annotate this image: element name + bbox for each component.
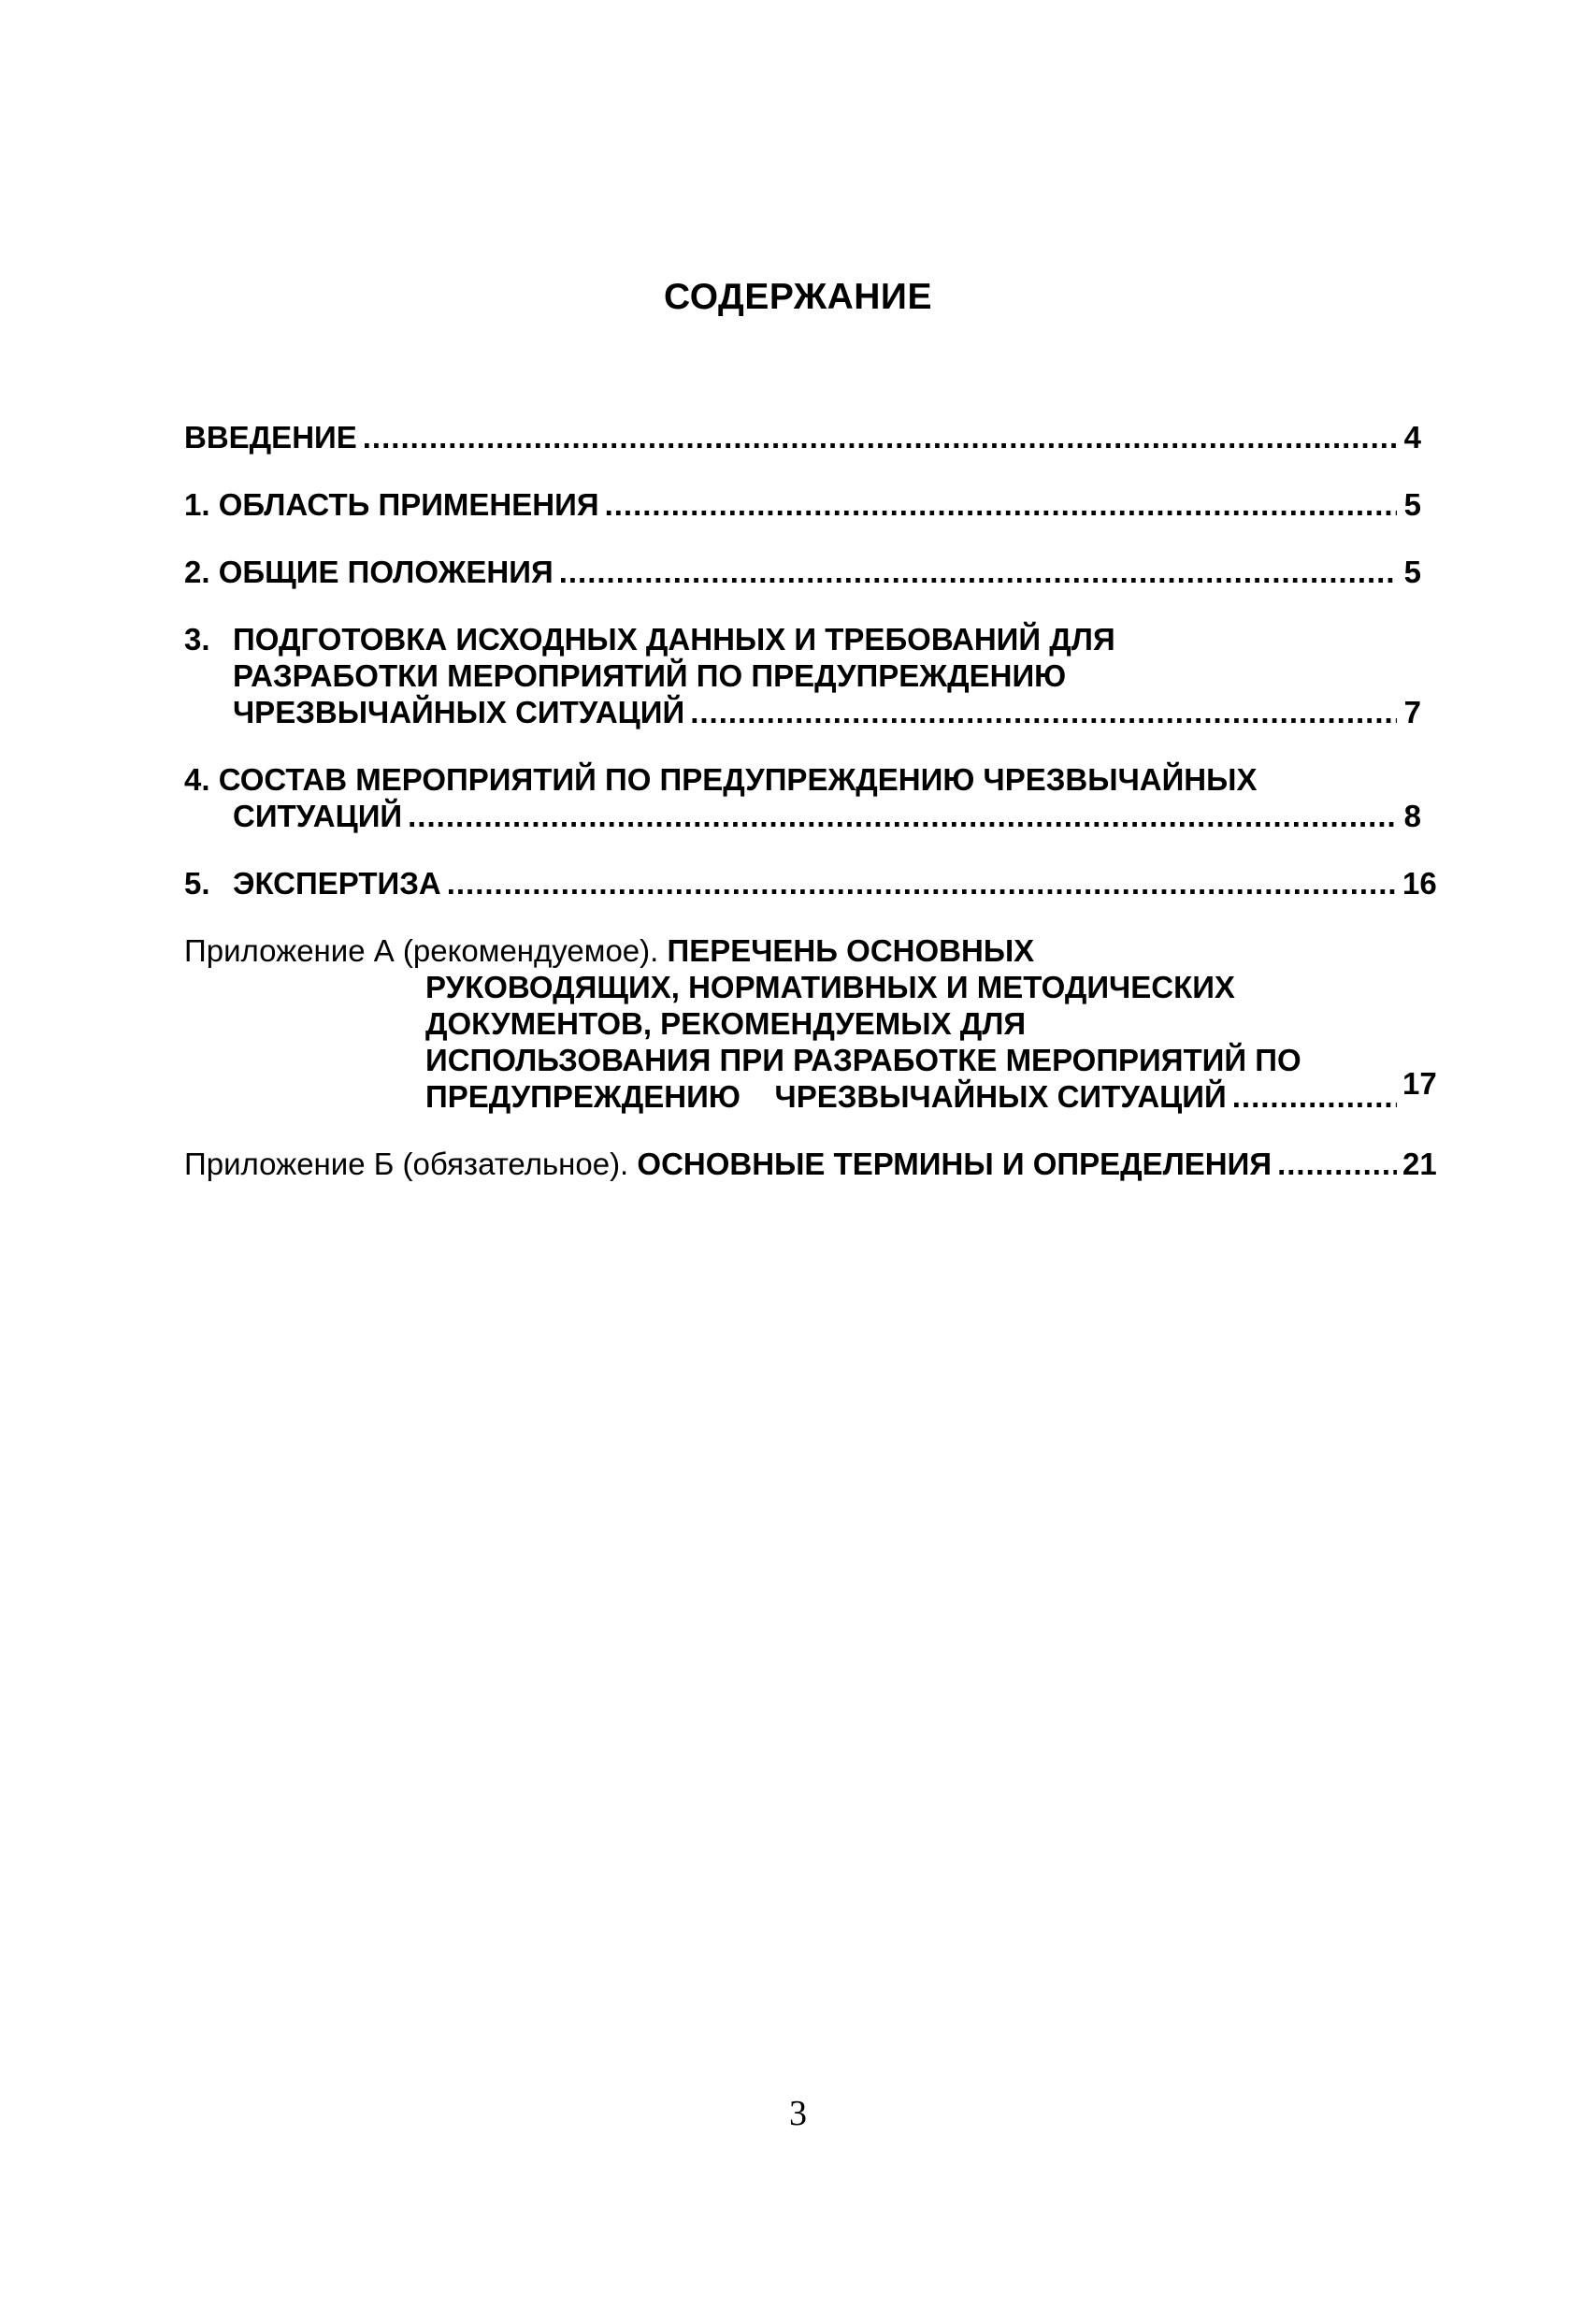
toc-page-number: 4 bbox=[1403, 420, 1421, 454]
toc-entry-label-line: ПЕРЕЧЕНЬ ОСНОВНЫХ bbox=[667, 933, 1035, 968]
appendix-prefix: Приложение Б (обязательное). bbox=[184, 1147, 629, 1181]
toc-page-number: 17 bbox=[1402, 1066, 1437, 1101]
toc-page-number: 8 bbox=[1403, 799, 1421, 833]
toc-entry-label: ВВЕДЕНИЕ bbox=[184, 420, 357, 454]
dot-leader bbox=[447, 865, 1397, 902]
toc-entry-section-1[interactable] bbox=[184, 486, 1421, 523]
toc-entry-label-line: СОСТАВ МЕРОПРИЯТИЙ ПО ПРЕДУПРЕЖДЕНИЮ ЧРЕЗВЫЧАЙНЫХ bbox=[218, 762, 1258, 797]
toc-entry-label-line: ПОДГОТОВКА ИСХОДНЫХ ДАННЫХ И ТРЕБОВАНИЙ ДЛЯ bbox=[233, 622, 1115, 656]
dot-leader bbox=[1277, 1146, 1397, 1182]
page-title: СОДЕРЖАНИЕ bbox=[664, 277, 932, 317]
toc-entry-label: ОБЩИЕ ПОЛОЖЕНИЯ bbox=[218, 555, 554, 589]
toc-page-number: 7 bbox=[1403, 695, 1421, 729]
appendix-prefix: Приложение А (рекомендуемое). bbox=[184, 933, 659, 968]
toc-page-number: 5 bbox=[1403, 487, 1421, 522]
toc-section-number: 2. bbox=[184, 555, 210, 589]
table-of-contents bbox=[184, 419, 1437, 1182]
toc-entry-label-line: РУКОВОДЯЩИХ, НОРМАТИВНЫХ И МЕТОДИЧЕСКИХ bbox=[425, 970, 1235, 1004]
toc-entry-introduction[interactable] bbox=[184, 419, 1421, 455]
toc-entry-appendix-a[interactable] bbox=[184, 932, 1437, 1115]
toc-entry-section-5[interactable] bbox=[184, 865, 1437, 902]
toc-entry-label-line: ИСПОЛЬЗОВАНИЯ ПРИ РАЗРАБОТКЕ МЕРОПРИЯТИЙ ПО bbox=[425, 1043, 1301, 1077]
toc-entry-label-line: ПРЕДУПРЕЖДЕНИЮ ЧРЕЗВЫЧАЙНЫХ СИТУАЦИЙ bbox=[425, 1079, 1227, 1114]
dot-leader bbox=[363, 419, 1397, 455]
toc-entry-label-line: РАЗРАБОТКИ МЕРОПРИЯТИЙ ПО ПРЕДУПРЕЖДЕНИЮ bbox=[233, 658, 1067, 693]
toc-entry-label: ОСНОВНЫЕ ТЕРМИНЫ И ОПРЕДЕЛЕНИЯ bbox=[637, 1147, 1272, 1181]
toc-entry-section-2[interactable] bbox=[184, 554, 1421, 590]
dot-leader bbox=[690, 694, 1397, 730]
toc-section-number: 1. bbox=[184, 487, 210, 522]
dot-leader bbox=[605, 486, 1397, 523]
toc-page-number: 21 bbox=[1402, 1147, 1437, 1181]
toc-page-number: 16 bbox=[1402, 866, 1437, 901]
toc-entry-section-4[interactable] bbox=[184, 761, 1421, 834]
toc-entry-label: ЭКСПЕРТИЗА bbox=[233, 866, 441, 901]
toc-entry-appendix-b[interactable] bbox=[184, 1146, 1437, 1182]
toc-section-number: 3. bbox=[184, 622, 210, 656]
toc-entry-section-3[interactable] bbox=[184, 621, 1421, 730]
page-number: 3 bbox=[789, 2094, 807, 2133]
dot-leader bbox=[559, 554, 1397, 590]
toc-page-number: 5 bbox=[1403, 555, 1421, 589]
toc-entry-label-line: ДОКУМЕНТОВ, РЕКОМЕНДУЕМЫХ ДЛЯ bbox=[425, 1006, 1027, 1041]
dot-leader bbox=[408, 798, 1397, 834]
toc-entry-label-line: ЧРЕЗВЫЧАЙНЫХ СИТУАЦИЙ bbox=[233, 695, 685, 729]
toc-entry-label-line: СИТУАЦИЙ bbox=[233, 799, 403, 833]
toc-entry-label: ОБЛАСТЬ ПРИМЕНЕНИЯ bbox=[218, 487, 599, 522]
toc-section-number: 4. bbox=[184, 762, 210, 797]
toc-section-number: 5. bbox=[184, 866, 210, 901]
dot-leader bbox=[1232, 1078, 1397, 1115]
